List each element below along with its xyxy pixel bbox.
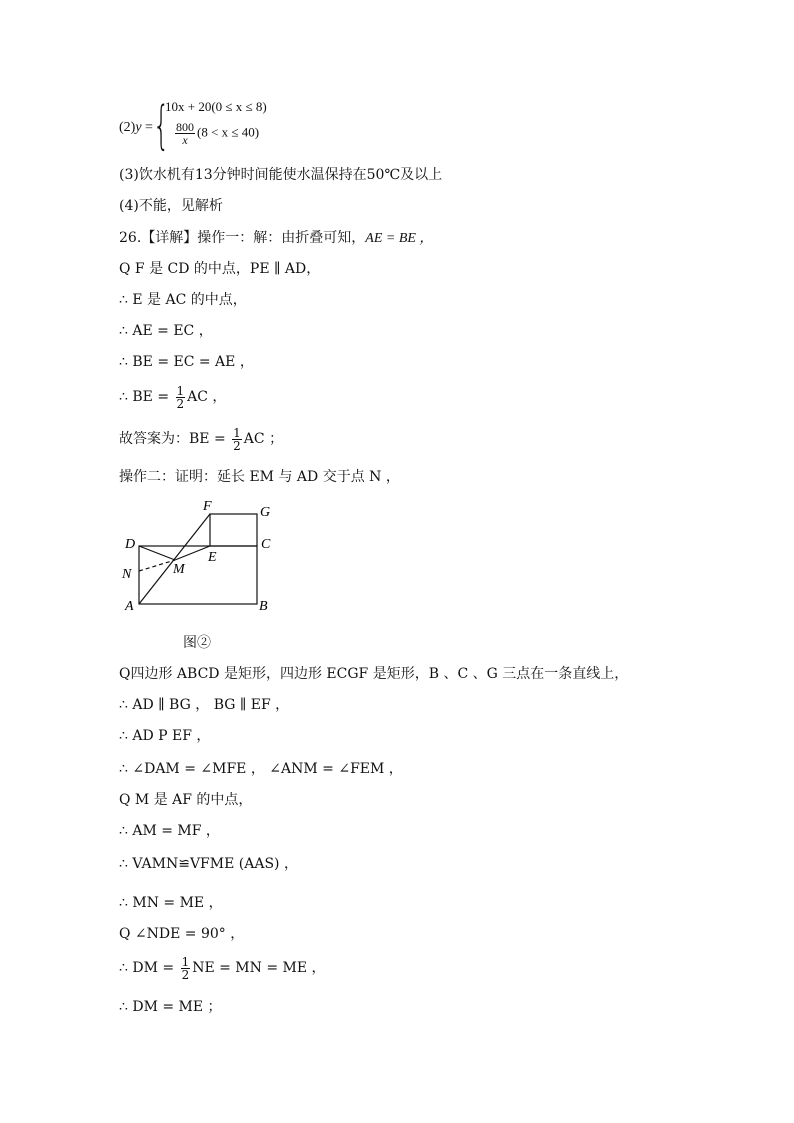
segment-me [175,546,210,560]
label-D: D [125,537,136,552]
answer-line [119,425,283,453]
geometry-figure [110,495,290,655]
proof-line-17 [119,954,326,982]
l5-pre: ∴ BE = [119,389,170,405]
case1-text: 10x + 20(0 ≤ x ≤ 8) [165,99,267,114]
proof-line-8: Q四边形 ABCD 是矩形，四边形 ECGF 是矩形，B 、C 、G 三点在一条直线上， [119,666,629,682]
proof-line-5 [119,383,226,411]
l6-fraction [232,427,242,452]
left-brace-icon: { [153,96,170,156]
label-F: F [203,499,212,514]
l5-num: 1 [176,383,185,398]
piecewise-case-2 [173,121,259,146]
q26-head-eq: AE = BE ， [365,231,434,246]
case2-denominator: x [182,133,188,147]
label-B: B [259,599,268,614]
proof-line-10: ∴ AD P EF ， [119,728,211,744]
case2-numerator: 800 [176,120,194,134]
rectangle-ecgf [210,514,257,546]
case2-condition: (8 < x ≤ 40) [197,124,260,140]
proof-line-1: Q F 是 CD 的中点，PE ∥ AD， [119,261,321,277]
l5-den: 2 [176,396,185,411]
label-E: E [208,550,217,565]
proof-line-14: ∴ VAMN≌VFME (AAS) ， [119,856,298,872]
proof-line-16: Q ∠NDE = 90° ， [119,926,245,942]
l17-num: 1 [181,954,190,969]
part4-text: (4)不能，见解析 [119,198,223,214]
proof-line-11: ∴ ∠DAM = ∠MFE ， ∠ANM = ∠FEM ， [119,761,403,777]
segment-af [139,514,210,604]
label-C: C [261,537,271,552]
l17-post: NE = MN = ME ， [192,960,326,976]
proof-line-15: ∴ MN = ME ， [119,895,223,911]
rectangle-abcd [139,546,257,604]
operation-two-line: 操作二：证明：延长 EM 与 AD 交于点 N ， [119,469,400,485]
part2-eq: = [145,120,153,135]
proof-line-13: ∴ AM = MF ， [119,823,220,839]
case2-fraction [175,121,195,146]
label-N: N [122,567,132,582]
l6-pre: 故答案为：BE = [119,431,226,447]
label-M: M [173,562,185,577]
l5-fraction [176,385,186,410]
l5-post: AC ， [187,389,227,405]
part2-number: (2) [119,120,136,135]
l6-den: 2 [233,438,241,453]
proof-line-4: ∴ BE = EC = AE ， [119,354,254,370]
figure-caption: 图② [183,635,211,651]
l17-pre: ∴ DM = [119,960,175,976]
part3-text: (3)饮水机有13分钟时间能使水温保持在50℃及以上 [119,167,443,183]
l6-num: 1 [233,425,241,440]
proof-line-3: ∴ AE = EC ， [119,323,213,339]
label-A: A [125,599,134,614]
l6-post: AC ； [243,431,284,447]
proof-line-12: Q M 是 AF 的中点， [119,792,253,808]
q26-heading [119,229,433,248]
part2-label [119,120,153,136]
proof-line-18: ∴ DM = ME ； [119,999,222,1015]
proof-line-9: ∴ AD ∥ BG ， BG ∥ EF ， [119,697,290,713]
label-G: G [260,505,271,520]
proof-line-2: ∴ E 是 AC 的中点， [119,292,247,308]
part2-var: y [135,120,142,135]
l17-den: 2 [181,967,190,982]
q26-head-text: 26.【详解】操作一：解：由折叠可知， [119,230,366,246]
segment-dm [139,546,175,560]
piecewise-case-1 [165,99,267,115]
l17-fraction [181,956,191,981]
